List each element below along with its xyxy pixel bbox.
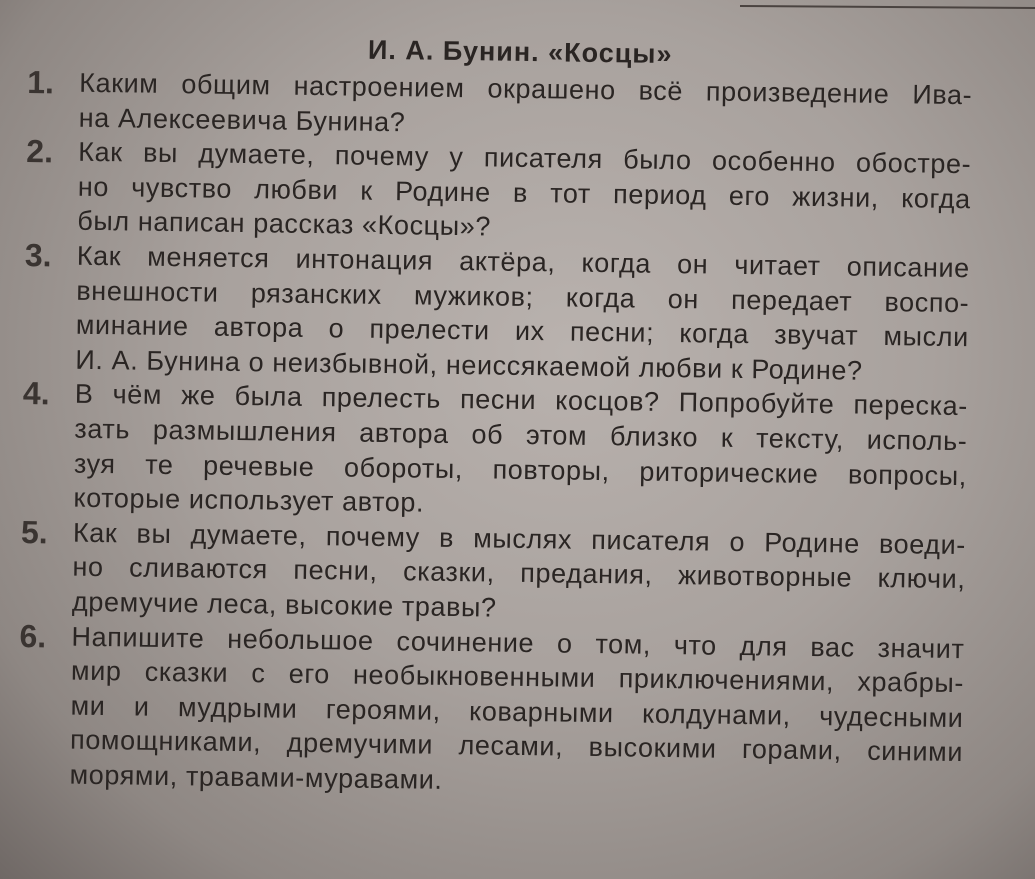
question-line: но сливаются песни, сказки, предания, животворные ключи, xyxy=(72,551,966,595)
question-number: 6. xyxy=(19,617,47,654)
question-item xyxy=(21,376,968,528)
question-line: которые использует автор. xyxy=(73,482,425,518)
question-line: на Алексеевича Бунина? xyxy=(78,102,406,137)
question-item xyxy=(17,618,964,804)
question-line: внешности рязанских мужиков; когда он передает воспо- xyxy=(76,275,970,318)
top-rule xyxy=(740,5,1035,9)
question-item xyxy=(27,65,973,147)
question-line: минание автора о прелести их песни; когда звучат мысли xyxy=(75,309,970,353)
question-text xyxy=(79,66,973,148)
question-text xyxy=(72,515,966,631)
question-item xyxy=(23,238,970,390)
question-line: В чём же была прелесть песни косцов? Попробуйте переска- xyxy=(74,379,969,422)
page-content xyxy=(17,30,973,805)
page-title: И. А. Бунин. «Косцы» xyxy=(367,34,673,69)
question-line: И. А. Бунина о неизбывной, неиссякаемой любви к Родине? xyxy=(75,344,863,386)
question-line: был написан рассказ «Косцы»? xyxy=(77,206,492,242)
question-number: 5. xyxy=(20,513,48,551)
question-line: зать размышления автора об этом близко к тексту, исполь- xyxy=(74,413,968,457)
question-line: Как вы думаете, почему у писателя было особенно обостре- xyxy=(78,136,972,180)
question-line: зуя те речевые обороты, повторы, риторические вопросы, xyxy=(73,448,968,491)
question-number: 4. xyxy=(22,375,50,412)
question-line: помощниками, дремучими лесами, высокими горами, синими xyxy=(69,724,964,768)
question-text xyxy=(69,619,964,804)
question-line: Как меняется интонация актёра, когда он читает описание xyxy=(76,240,970,284)
question-text xyxy=(75,239,970,390)
question-line: Каким общим настроением окрашено всё произведение Ива- xyxy=(79,67,973,111)
question-text xyxy=(73,377,968,528)
question-item xyxy=(20,515,966,632)
question-line: мир сказки с его необыкновенными приключениями, храбры- xyxy=(70,655,965,699)
question-line: но чувство любви к Родине в тот период его жизни, когда xyxy=(77,171,971,214)
question-number: 3. xyxy=(24,236,52,274)
question-list xyxy=(17,65,972,805)
question-item xyxy=(25,134,971,251)
question-line: Напишите небольшое сочинение о том, что для вас значит xyxy=(71,621,965,664)
question-line: дремучие леса, высокие травы? xyxy=(71,586,497,623)
question-line: морями, травами-муравами. xyxy=(69,759,443,795)
question-number: 1. xyxy=(27,63,55,101)
question-line: ми и мудрыми героями, коварными колдунами, чудесными xyxy=(70,690,964,733)
question-line: Как вы думаете, почему в мыслях писателя о Родине воеди- xyxy=(72,517,967,560)
question-text xyxy=(77,135,971,251)
question-number: 2. xyxy=(26,133,54,170)
